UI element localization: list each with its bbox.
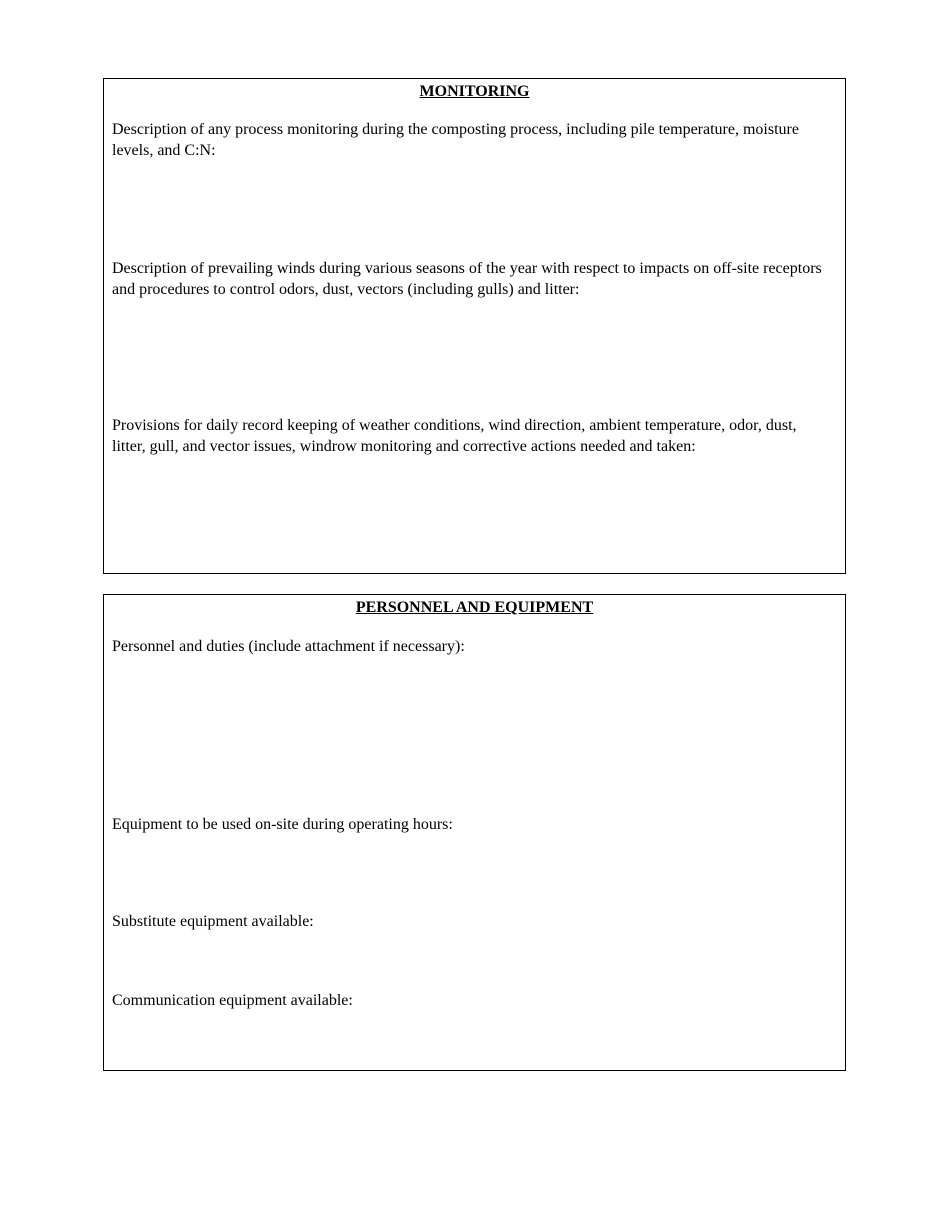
equipment-prompt: Equipment to be used on-site during operating hours: xyxy=(112,816,453,833)
section-title: PERSONNEL AND EQUIPMENT xyxy=(355,599,594,616)
personnel-duties-prompt: Personnel and duties (include attachment if necessary): xyxy=(112,638,465,655)
record-keeping-prompt: Provisions for daily record keeping of weather conditions, wind direction, ambient temperature, odor, dust, litter, gull, and vector issues, windrow monitoring and corrective actions needed and taken: xyxy=(112,417,797,455)
communication-equipment-prompt: Communication equipment available: xyxy=(112,992,353,1009)
process-monitoring-prompt: Description of any process monitoring during the composting process, including pile temperature, moisture levels, and C:N: xyxy=(112,121,799,159)
personnel-equipment-section xyxy=(103,594,846,1071)
section-title: MONITORING xyxy=(419,83,530,100)
substitute-equipment-prompt: Substitute equipment available: xyxy=(112,913,314,930)
prevailing-winds-prompt: Description of prevailing winds during various seasons of the year with respect to impacts on off-site receptors and procedures to control odors, dust, vectors (including gulls) and litter: xyxy=(112,260,822,298)
monitoring-section xyxy=(103,78,846,574)
